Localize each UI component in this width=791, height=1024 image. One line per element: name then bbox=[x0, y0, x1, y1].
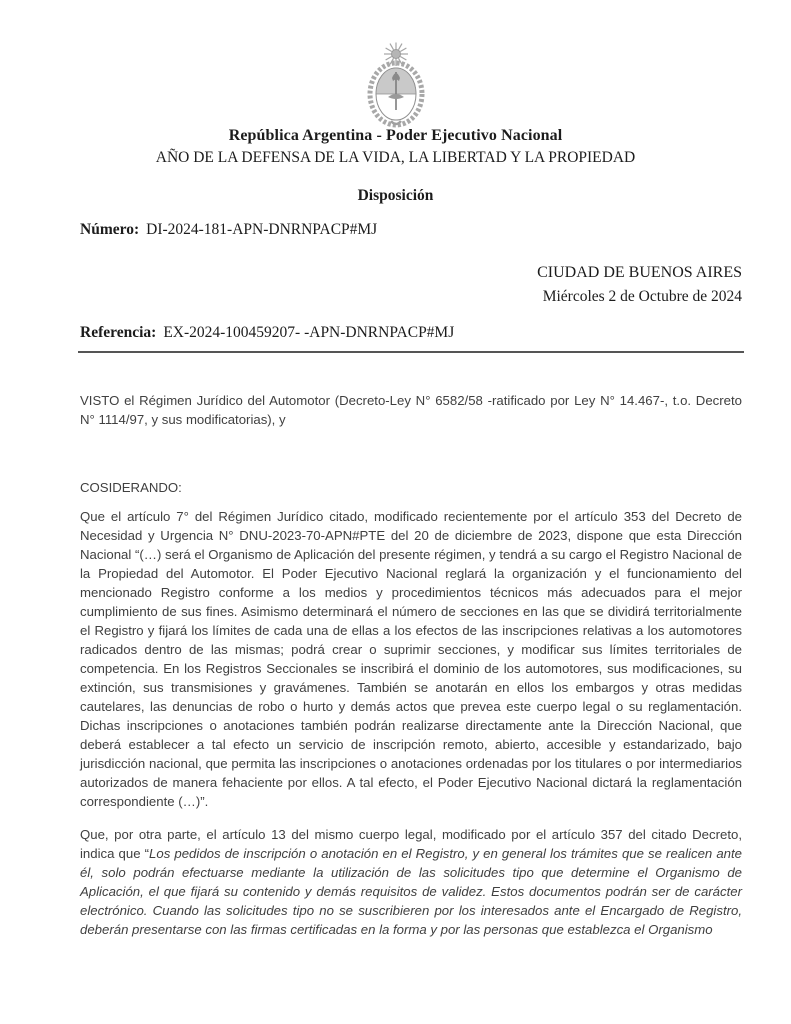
document-body bbox=[80, 391, 742, 939]
considerando-paragraph-2 bbox=[80, 825, 742, 939]
date-line: Miércoles 2 de Octubre de 2024 bbox=[542, 288, 742, 305]
considerando-heading: COSIDERANDO: bbox=[80, 480, 182, 495]
document-type-title: Disposición bbox=[357, 187, 434, 204]
reference-line bbox=[80, 324, 454, 342]
referencia-value: EX-2024-100459207- -APN-DNRNPACP#MJ bbox=[163, 324, 455, 341]
visto-paragraph: VISTO el Régimen Jurídico del Automotor (Decreto-Ley N° 6582/58 -ratificado por Ley N° 14.467-, t.o. Decreto N° 1114/97, y sus modificatorias), y bbox=[80, 393, 742, 427]
considerando-paragraph-1: Que el artículo 7° del Régimen Jurídico citado, modificado recientemente por el artículo 353 del Decreto de Necesidad y Urgencia N° DNU-2023-70-APN#PTE del 20 de diciembre de 2023, dispone que esta Dirección Nacional “(…) será el Organismo de Aplicación del presente régimen, y tendrá a su cargo el Registro Nacional de la Propiedad del Automotor. El Poder Ejecutivo Nacional reglará la organización y el funcionamiento del mencionado Registro conforme a los medios y procedimientos técnicos más adecuados para el mejor cumplimiento de sus fines. Asimismo determinará el número de secciones en las que se dividirá territorialmente el Registro y fijará los límites de cada una de ellas a los efectos de las inscripciones relativas a los automotores radicados dentro de las mismas; podrá crear o suprimir secciones, y modificar sus límites territoriales de competencia. En los Registros Seccionales se inscribirá el dominio de los automotores, sus modificaciones, su extinción, sus transmisiones y gravámenes. También se anotarán en ellos los embargos y otras medidas cautelares, las denuncias de robo o hurto y demás actos que prevea este cuerpo legal o su reglamentación. Dichas inscripciones o anotaciones también podrán realizarse directamente ante la Dirección Nacional, que deberá establecer a tal efecto un servicio de inscripción remoto, abierto, accesible y estandarizado, bajo jurisdicción nacional, que permita las inscripciones o anotaciones ordenadas por los titulares o por intermediarios autorizados de manera fehaciente por ellos. A tal efecto, el Poder Ejecutivo Nacional dictará la reglamentación correspondiente (…)”. bbox=[80, 509, 742, 809]
numero-label: Número: bbox=[80, 221, 140, 238]
paragraph-2-intro: Que, por otra parte, el artículo 13 del mismo cuerpo legal, modificado por el artículo 357 del citado Decreto, indica que “ bbox=[80, 827, 742, 861]
year-motto: AÑO DE LA DEFENSA DE LA VIDA, LA LIBERTAD Y LA PROPIEDAD bbox=[155, 149, 636, 166]
referencia-label: Referencia: bbox=[80, 324, 157, 341]
institution-title: República Argentina - Poder Ejecutivo Nacional bbox=[228, 127, 563, 144]
paragraph-2-quote: Los pedidos de inscripción o anotación en el Registro, y en general los trámites que se realicen ante él, solo podrán efectuarse mediante la utilización de las solicitudes tipo que determine el Organismo de Aplicación, el que fijará su contenido y demás requisitos de validez. Estos documentos podrán ser de carácter electrónico. Cuando las solicitudes tipo no se suscribieren por los interesados ante el Encargado de Registro, deberán presentarse con las firmas certificadas en la forma y por las personas que establezca el Organismo bbox=[80, 846, 742, 937]
header-divider bbox=[78, 351, 744, 353]
city-line: CIUDAD DE BUENOS AIRES bbox=[537, 264, 742, 281]
document-number-line bbox=[80, 221, 377, 239]
argentina-coat-of-arms-icon bbox=[361, 42, 431, 128]
numero-value: DI-2024-181-APN-DNRNPACP#MJ bbox=[146, 221, 378, 238]
